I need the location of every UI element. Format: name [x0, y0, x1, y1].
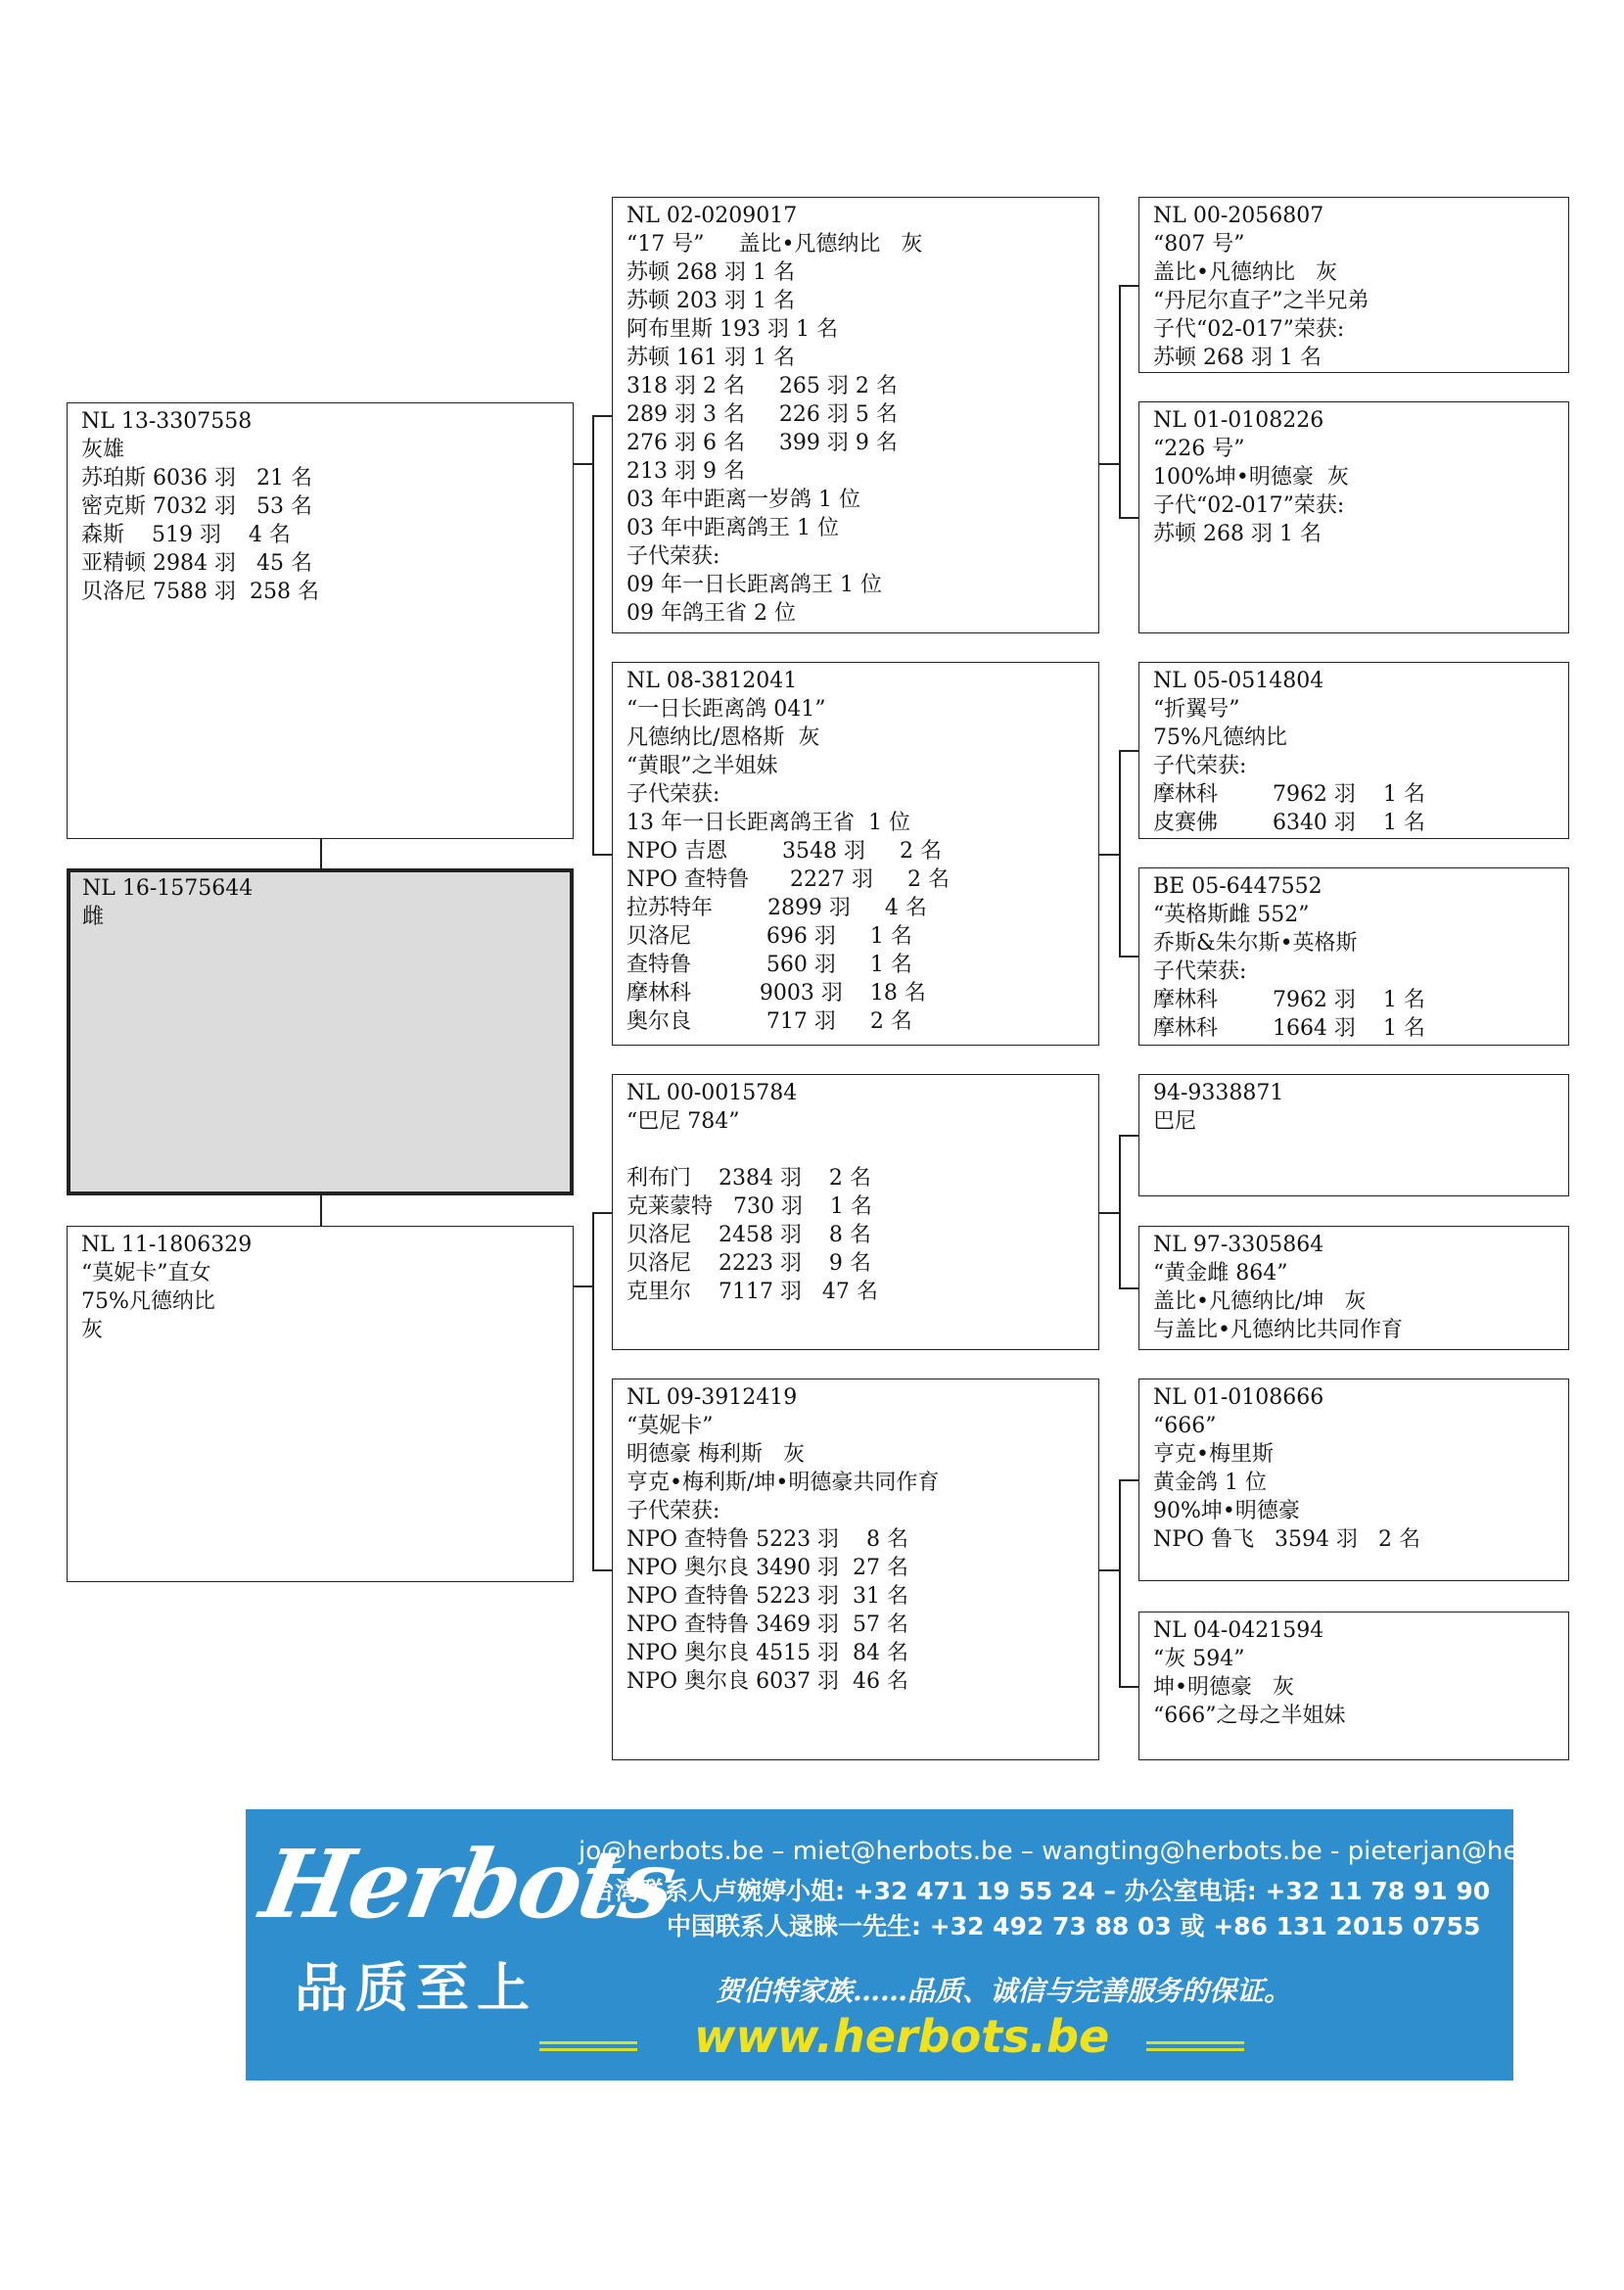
pedigree-line: 坤•明德豪 灰 — [1153, 1675, 1294, 1700]
connector-line — [592, 1569, 612, 1571]
connector-line — [1119, 1479, 1121, 1687]
pedigree-line: 乔斯&朱尔斯•英格斯 — [1153, 931, 1358, 956]
pedigree-line: 03 年中距离鸽王 1 位 — [626, 516, 839, 540]
pedigree-line: 289 羽 3 名 226 羽 5 名 — [626, 402, 898, 427]
pedigree-line: 摩林科 7962 羽 1 名 — [1153, 782, 1425, 807]
pedigree-line: 贝洛尼 696 羽 1 名 — [626, 924, 912, 949]
pedigree-line: 苏顿 203 羽 1 名 — [626, 289, 795, 313]
connector-line — [1119, 1135, 1121, 1288]
pedigree-line: “666”之母之半姐妹 — [1153, 1704, 1346, 1728]
pedigree-line: “807 号” — [1153, 232, 1245, 257]
pedigree-line: NPO 鲁飞 3594 羽 2 名 — [1153, 1527, 1421, 1552]
connector-line — [592, 415, 594, 855]
connector-line — [574, 1285, 593, 1287]
pedigree-line: 苏顿 161 羽 1 名 — [626, 346, 795, 370]
connector-line — [1119, 285, 1138, 287]
herbots-banner — [246, 1809, 1624, 2080]
connector-line — [1119, 1479, 1138, 1481]
dd-sire-box — [1138, 1379, 1569, 1581]
pedigree-line: 94-9338871 — [1153, 1081, 1284, 1105]
pedigree-line: 克莱蒙特 730 羽 1 名 — [626, 1194, 872, 1219]
pedigree-line: NPO 查特鲁 5223 羽 31 名 — [626, 1584, 909, 1609]
pedigree-line: “黄眼”之半姐妹 — [626, 754, 778, 778]
pedigree-line: 苏顿 268 羽 1 名 — [626, 260, 795, 285]
pedigree-line: NL 04-0421594 — [1153, 1618, 1324, 1643]
pedigree-line: 09 年一日长距离鸽王 1 位 — [626, 573, 882, 597]
pedigree-line: 子代荣获: — [626, 1499, 720, 1523]
connector-line — [1119, 1686, 1138, 1688]
pedigree-line: NL 05-0514804 — [1153, 669, 1324, 693]
pedigree-line: “丹尼尔直子”之半兄弟 — [1153, 289, 1369, 313]
pedigree-line: “莫妮卡”直女 — [81, 1261, 211, 1285]
pedigree-line: 灰 — [81, 1318, 104, 1342]
pedigree-line: 苏珀斯 6036 羽 21 名 — [81, 466, 312, 491]
pedigree-line: “莫妮卡” — [626, 1414, 714, 1438]
pedigree-line: NL 09-3912419 — [626, 1385, 798, 1410]
pedigree-line: NPO 吉恩 3548 羽 2 名 — [626, 839, 942, 864]
pedigree-line: 13 年一日长距离鸽王省 1 位 — [626, 811, 910, 835]
pedigree-line: “巴尼 784” — [626, 1109, 740, 1134]
pedigree-line: “英格斯雌 552” — [1153, 903, 1310, 927]
connector-line — [592, 854, 612, 856]
pedigree-line: 09 年鸽王省 2 位 — [626, 601, 796, 626]
ss-sire-box — [1138, 197, 1569, 373]
connector-line — [1119, 1135, 1138, 1137]
pedigree-line: 奥尔良 717 羽 2 名 — [626, 1009, 912, 1034]
pedigree-line: 利布门 2384 羽 2 名 — [626, 1166, 871, 1191]
pedigree-line: 摩林科 9003 羽 18 名 — [626, 981, 926, 1005]
pedigree-line: 75%凡德纳比 — [81, 1289, 215, 1314]
pedigree-line: “666” — [1153, 1414, 1217, 1438]
pedigree-line: 亨克•梅利斯/坤•明德豪共同作育 — [626, 1471, 940, 1495]
connector-line — [592, 415, 612, 417]
pedigree-line: 贝洛尼 7588 羽 258 名 — [81, 580, 319, 604]
connector-line — [1119, 956, 1138, 958]
pedigree-line: NL 01-0108666 — [1153, 1385, 1324, 1410]
pedigree-line: 贝洛尼 2458 羽 8 名 — [626, 1223, 871, 1247]
dam-dam-box — [612, 1379, 1099, 1760]
pedigree-line: NPO 奥尔良 6037 羽 46 名 — [626, 1669, 909, 1694]
pedigree-line: NL 08-3812041 — [626, 669, 798, 693]
pedigree-line: 盖比•凡德纳比/坤 灰 — [1153, 1289, 1367, 1314]
pedigree-line: 90%坤•明德豪 — [1153, 1499, 1300, 1523]
connector-line — [1119, 750, 1138, 752]
pedigree-line: 拉苏特年 2899 羽 4 名 — [626, 896, 927, 920]
banner-website: www.herbots.be — [694, 2010, 1110, 2063]
ss-dam-box — [1138, 401, 1569, 633]
pedigree-line: 子代荣获: — [626, 544, 720, 569]
pedigree-line: 与盖比•凡德纳比共同作育 — [1153, 1318, 1403, 1342]
subject-bird-box — [67, 868, 574, 1195]
connector-line — [1099, 1569, 1120, 1571]
pedigree-line: NL 13-3307558 — [81, 409, 253, 434]
banner-slogan: 品质至上 — [295, 1957, 537, 2019]
pedigree-line: “灰 594” — [1153, 1647, 1245, 1671]
pedigree-line: 318 羽 2 名 265 羽 2 名 — [626, 374, 898, 398]
sd-dam-box — [1138, 867, 1569, 1046]
pedigree-line: 盖比•凡德纳比 灰 — [1153, 260, 1337, 285]
pedigree-line: 子代“02-017”荣获: — [1153, 317, 1345, 342]
pedigree-line: 阿布里斯 193 羽 1 名 — [626, 317, 838, 342]
banner-emails: jo@herbots.be – miet@herbots.be – wangting@herbots.be - pieterjan@herbots.be — [579, 1837, 1624, 1866]
pedigree-line: 凡德纳比/恩格斯 灰 — [626, 725, 820, 750]
pedigree-line: NL 00-0015784 — [626, 1081, 798, 1105]
pedigree-line: 苏顿 268 羽 1 名 — [1153, 346, 1322, 370]
connector-line — [592, 1212, 594, 1570]
pedigree-line: NPO 查特鲁 5223 羽 8 名 — [626, 1527, 909, 1552]
pedigree-line: 皮赛佛 6340 羽 1 名 — [1153, 811, 1425, 835]
pedigree-line: “黄金雌 864” — [1153, 1261, 1288, 1285]
pedigree-line: 查特鲁 560 羽 1 名 — [626, 953, 912, 977]
banner-china-contact: 中国联系人逯睐一先生: +32 492 73 88 03 或 +86 131 2015 0755 — [667, 1912, 1481, 1940]
pedigree-line: 森斯 519 羽 4 名 — [81, 523, 291, 547]
pedigree-line — [626, 1136, 1098, 1164]
pedigree-line: NL 11-1806329 — [81, 1233, 253, 1257]
banner-tagline: 贺伯特家族……品质、诚信与完善服务的保证。 — [716, 1975, 1292, 2007]
pedigree-line: 苏顿 268 羽 1 名 — [1153, 522, 1322, 546]
pedigree-line: 黄金鸽 1 位 — [1153, 1471, 1267, 1495]
connector-line — [1119, 750, 1121, 957]
connector-line — [1119, 285, 1121, 518]
connector-line — [1099, 854, 1120, 856]
pedigree-line: 巴尼 — [1153, 1109, 1197, 1134]
pedigree-line: 摩林科 7962 羽 1 名 — [1153, 988, 1425, 1012]
pedigree-line: 213 羽 9 名 — [626, 459, 745, 484]
pedigree-line: 子代荣获: — [1153, 959, 1247, 984]
sire-box — [67, 402, 574, 839]
pedigree-line: “一日长距离鸽 041” — [626, 697, 826, 722]
pedigree-line: 摩林科 1664 羽 1 名 — [1153, 1016, 1425, 1041]
pedigree-line: 亚精顿 2984 羽 45 名 — [81, 551, 312, 576]
dam-sire-box — [612, 1074, 1099, 1350]
pedigree-line: NPO 奥尔良 3490 羽 27 名 — [626, 1556, 909, 1580]
sire-dam-box — [612, 662, 1099, 1046]
connector-line — [1119, 517, 1138, 519]
sire-sire-box — [612, 197, 1099, 633]
pedigree-line: NL 16-1575644 — [82, 876, 254, 901]
pedigree-line: NL 02-0209017 — [626, 204, 798, 228]
pedigree-line: 克里尔 7117 羽 47 名 — [626, 1280, 878, 1304]
pedigree-line: NL 01-0108226 — [1153, 408, 1324, 433]
ds-sire-box — [1138, 1074, 1569, 1196]
connector-line — [320, 839, 322, 868]
pedigree-line: 03 年中距离一岁鸽 1 位 — [626, 488, 860, 512]
pedigree-line: 明德豪 梅利斯 灰 — [626, 1442, 805, 1467]
pedigree-line: “226 号” — [1153, 437, 1245, 461]
pedigree-line: 子代“02-017”荣获: — [1153, 493, 1345, 518]
dam-box — [67, 1226, 574, 1582]
pedigree-line: NPO 查特鲁 3469 羽 57 名 — [626, 1612, 909, 1637]
pedigree-line: 亨克•梅里斯 — [1153, 1442, 1274, 1467]
decorative-double-line — [539, 2041, 637, 2051]
pedigree-line: 雌 — [82, 905, 105, 929]
pedigree-line: 密克斯 7032 羽 53 名 — [81, 494, 312, 519]
pedigree-line: “折翼号” — [1153, 697, 1240, 722]
pedigree-line: 75%凡德纳比 — [1153, 725, 1287, 750]
pedigree-line: 100%坤•明德豪 灰 — [1153, 465, 1349, 490]
connector-line — [320, 1195, 322, 1226]
pedigree-line: BE 05-6447552 — [1153, 874, 1322, 899]
herbots-logo: Herbots — [254, 1829, 682, 1939]
pedigree-line: NPO 查特鲁 2227 羽 2 名 — [626, 867, 950, 892]
connector-line — [1119, 1287, 1138, 1289]
pedigree-line: 276 羽 6 名 399 羽 9 名 — [626, 431, 898, 455]
connector-line — [574, 463, 593, 465]
connector-line — [1099, 463, 1120, 465]
pedigree-line: 子代荣获: — [1153, 754, 1247, 778]
pedigree-line: 灰雄 — [81, 438, 125, 462]
connector-line — [1099, 1212, 1120, 1214]
connector-line — [592, 1212, 612, 1214]
ds-dam-box — [1138, 1226, 1569, 1350]
pedigree-line: 子代荣获: — [626, 782, 720, 807]
pedigree-line: NL 00-2056807 — [1153, 204, 1324, 228]
pedigree-line: NPO 奥尔良 4515 羽 84 名 — [626, 1641, 909, 1665]
decorative-double-line — [1146, 2041, 1244, 2051]
banner-taiwan-contact: 台湾联系人卢婉婷小姐: +32 471 19 55 24 – 办公室电话: +32 11 78 91 90 — [590, 1877, 1491, 1905]
sd-sire-box — [1138, 662, 1569, 839]
pedigree-line: 贝洛尼 2223 羽 9 名 — [626, 1251, 871, 1276]
pedigree-line: NL 97-3305864 — [1153, 1233, 1324, 1257]
pedigree-line: “17 号” 盖比•凡德纳比 灰 — [626, 232, 923, 257]
dd-dam-box — [1138, 1612, 1569, 1760]
